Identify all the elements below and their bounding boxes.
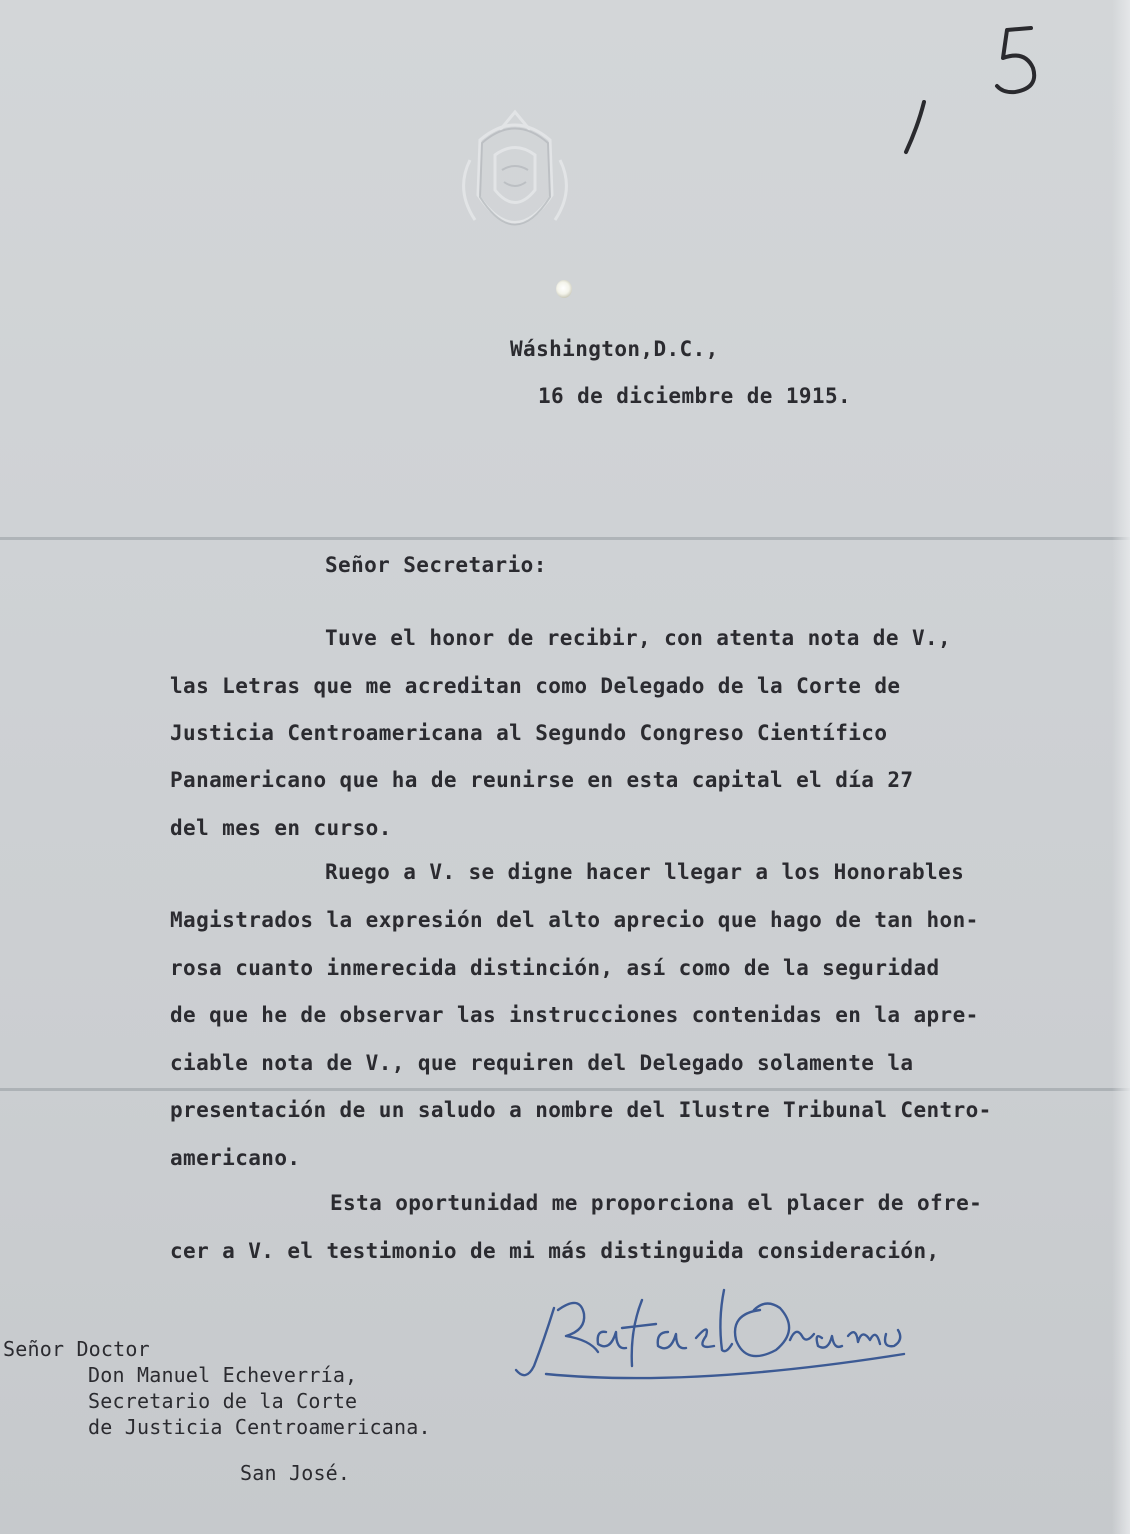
addressee-line: Don Manuel Echeverría, <box>88 1363 358 1387</box>
body-line: rosa cuanto inmerecida distinción, así como de la seguridad <box>170 956 940 980</box>
embossed-seal-icon <box>440 100 590 270</box>
paper-edge <box>1112 0 1130 1534</box>
addressee-line: Secretario de la Corte <box>88 1389 358 1413</box>
handwritten-page-number-icon <box>985 22 1055 102</box>
letter-date: 16 de diciembre de 1915. <box>538 384 852 408</box>
body-line: Ruego a V. se digne hacer llegar a los Honorables <box>325 860 965 884</box>
body-line: Magistrados la expresión del alto aprecio que hago de tan hon- <box>170 908 979 932</box>
body-line: de que he de observar las instrucciones contenidas en la apre- <box>170 1003 979 1027</box>
letter-place: Wáshington,D.C., <box>510 337 719 361</box>
handwritten-mark-icon <box>898 98 938 158</box>
body-line: las Letras que me acreditan como Delegado de la Corte de <box>170 674 901 698</box>
addressee-line: Señor Doctor <box>3 1337 150 1361</box>
addressee-line: San José. <box>240 1461 351 1485</box>
body-line: presentación de un saludo a nombre del Ilustre Tribunal Centro- <box>170 1098 992 1122</box>
body-line: americano. <box>170 1146 301 1170</box>
body-line: Justicia Centroamericana al Segundo Congreso Científico <box>170 721 888 745</box>
body-line: del mes en curso. <box>170 816 392 840</box>
body-line: ciable nota de V., que requiren del Delegado solamente la <box>170 1051 914 1075</box>
body-line: Panamericano que ha de reunirse en esta capital el día 27 <box>170 768 914 792</box>
punch-hole <box>556 280 572 298</box>
body-line: cer a V. el testimonio de mi más distinguida consideración, <box>170 1239 940 1263</box>
addressee-line: de Justicia Centroamericana. <box>88 1415 431 1439</box>
body-line: Tuve el honor de recibir, con atenta nota de V., <box>325 626 952 650</box>
paper-fold-line <box>0 537 1130 540</box>
signature-icon <box>510 1270 910 1400</box>
paper-fold-line <box>0 1088 1130 1091</box>
body-line: Esta oportunidad me proporciona el placer de ofre- <box>330 1191 983 1215</box>
salutation: Señor Secretario: <box>325 553 547 577</box>
